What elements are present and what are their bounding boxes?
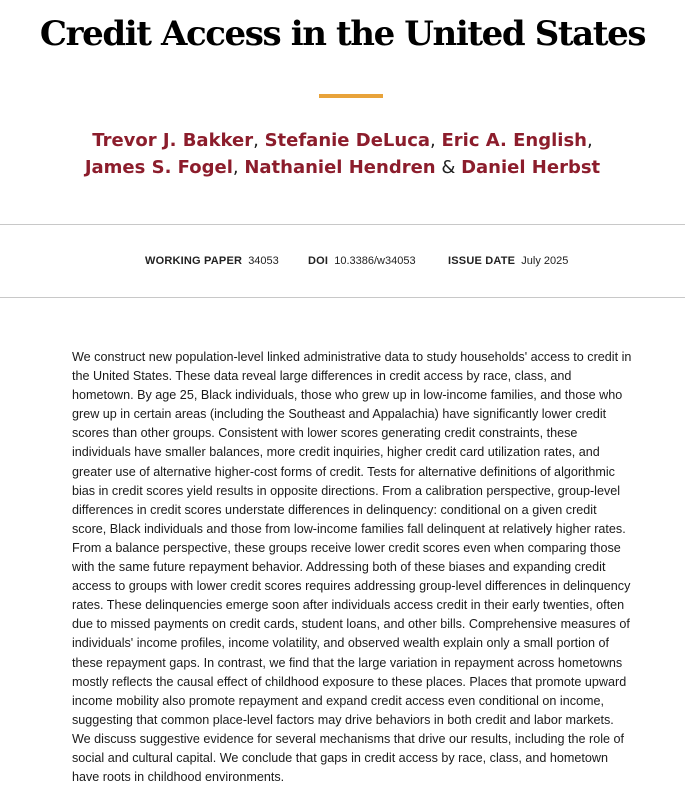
author-link[interactable]: Nathaniel Hendren <box>244 157 436 178</box>
author-link[interactable]: Trevor J. Bakker <box>92 130 254 151</box>
author-separator: & <box>435 157 462 178</box>
abstract-text: We construct new population-level linked administrative data to study households' access to credit in the United States. These data reveal large differences in credit access by race, class, and hometown. By age 25, Black individuals, those who grew up in low-income families, and those who grew up in certain areas (including the Southeast and Appalachia) have significantly lower credit scores than other groups. Consistent with lower scores generating credit constraints, these individuals have smaller balances, more credit inquiries, higher credit card utilization rates, and greater use of alternative higher-cost forms of credit. Tests for alternative definitions of algorithmic bias in credit scores yield results in opposite directions. From a calibration perspective, group-level differences in credit scores understate differences in delinquency: conditional on a given credit score, Black individuals and those from low-income families fall delinquent at relatively higher rates. From a balance perspective, these groups receive lower credit scores even when comparing those with the same future repayment behavior. Addressing both of these biases and expanding credit access to groups with lower credit scores requires addressing group-level differences in delinquency rates. These delinquencies emerge soon after individuals access credit in their early twenties, often due to missed payments on credit cards, student loans, and other bills. Comprehensive measures of individuals' income profiles, income volatility, and observed wealth explain only a small portion of these repayment gaps. In contrast, we find that the large variation in repayment across hometowns mostly reflects the causal effect of childhood exposure to these places. Places that promote upward income mobility also promote repayment and expand credit access even conditional on income, suggesting that common place-level factors may drive behaviors in both credit and labor markets. We discuss suggestive evidence for several mechanisms that drive our results, including the role of social and cultural capital. We conclude that gaps in credit access by race, class, and hometown have roots in childhood environments. <box>72 350 632 785</box>
doi-label: DOI <box>308 255 329 267</box>
author-link[interactable]: Stefanie DeLuca <box>264 130 431 151</box>
working-paper-value: 34053 <box>248 255 279 267</box>
working-paper-label: WORKING PAPER <box>145 255 243 267</box>
working-paper-number <box>145 254 279 268</box>
title-accent-divider <box>319 94 383 98</box>
author-link[interactable]: Daniel Herbst <box>461 157 601 178</box>
author-separator: , <box>253 130 265 151</box>
paper-metadata-bar <box>0 224 685 298</box>
issue-date-label: ISSUE DATE <box>448 255 516 267</box>
issue-date <box>448 254 568 268</box>
doi-value: 10.3386/w34053 <box>334 255 416 267</box>
author-separator: , <box>232 157 245 178</box>
page-title: Credit Access in the United States <box>39 14 646 54</box>
author-separator: , <box>587 130 593 151</box>
author-separator: , <box>430 130 442 151</box>
issue-date-value: July 2025 <box>521 255 569 267</box>
author-link[interactable]: James S. Fogel <box>84 157 233 178</box>
author-link[interactable]: Eric A. English <box>441 130 587 151</box>
author-list <box>0 127 685 181</box>
doi <box>308 254 416 268</box>
